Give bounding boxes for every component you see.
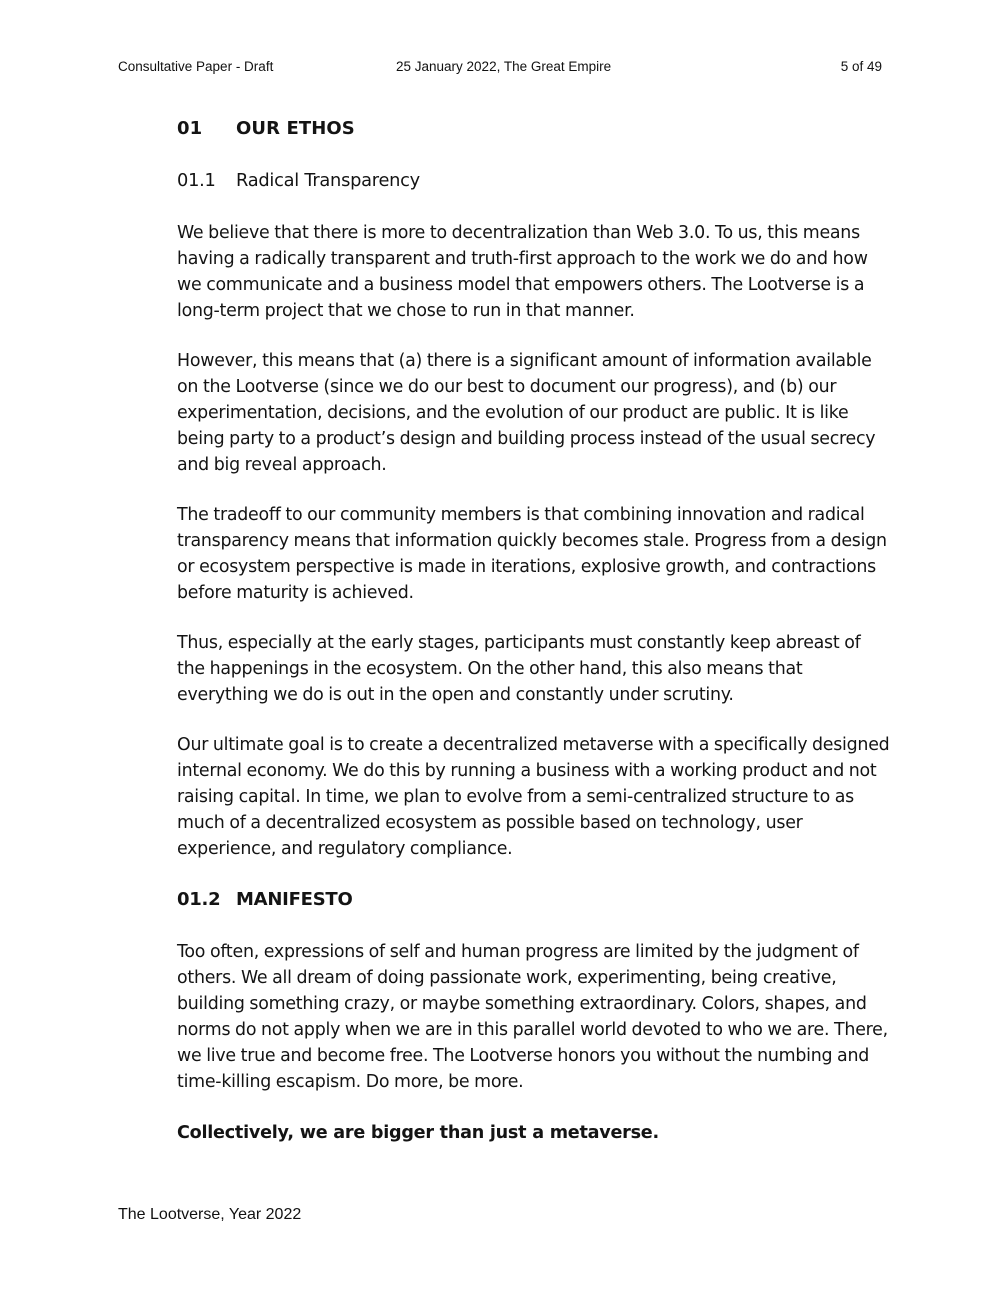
paragraph: The tradeoff to our community members is that combining innovation and radical transparency means that information quickly becomes stale. Progress from a design or ecosystem perspective is made in iterations, explosive growth, and contractions before maturity is achieved. <box>177 505 887 603</box>
subsection-number: 01.2 <box>177 889 221 910</box>
closing-statement: Collectively, we are bigger than just a metaverse. <box>177 1123 659 1143</box>
page-header <box>118 59 882 77</box>
paragraph: We believe that there is more to decentralization than Web 3.0. To us, this means having a radically transparent and truth-first approach to the work we do and how we communicate and a business model that empowers others. The Lootverse is a long-term project that we chose to run in that manner. <box>177 223 868 321</box>
subsection-number: 01.1 <box>177 170 216 191</box>
subsection-heading-manifesto <box>177 887 892 915</box>
page-footer: The Lootverse, Year 2022 <box>118 1206 302 1223</box>
paragraph: Our ultimate goal is to create a decentralized metaverse with a specifically designed internal economy. We do this by running a business with a working product and not raising capital. In time, we plan to evolve from a semi-centralized structure to as much of a decentralized ecosystem as possible based on technology, user experience, and regulatory compliance. <box>177 735 890 859</box>
header-date-location: 25 January 2022, The Great Empire <box>396 59 612 74</box>
page-body <box>177 116 892 1146</box>
subsection-heading-transparency <box>177 168 892 196</box>
manifesto-paragraph: Too often, expressions of self and human progress are limited by the judgment of others. We all dream of doing passionate work, experimenting, being creative, building something crazy, or maybe something extraordinary. Colors, shapes, and norms do not apply when we are in this parallel world devoted to who we are. There, we live true and become free. The Lootverse honors you without the numbing and time-killing escapism. Do more, be more. <box>177 942 888 1092</box>
subsection-title: MANIFESTO <box>236 889 353 910</box>
paragraph: Thus, especially at the early stages, participants must constantly keep abreast of the happenings in the ecosystem. On the other hand, this also means that everything we do is out in the open and constantly under scrutiny. <box>177 633 861 705</box>
paragraph: However, this means that (a) there is a significant amount of information available on the Lootverse (since we do our best to document our progress), and (b) our experimentation, decisions, and the evolution of our product are public. It is like being party to a product’s design and building process instead of the usual secrecy and big reveal approach. <box>177 351 876 475</box>
section-heading <box>177 116 892 144</box>
subsection-title: Radical Transparency <box>236 170 420 191</box>
section-number: 01 <box>177 118 203 139</box>
section-title: OUR ETHOS <box>236 118 355 139</box>
header-document-title: Consultative Paper - Draft <box>118 59 274 74</box>
header-page-number: 5 of 49 <box>840 59 882 74</box>
